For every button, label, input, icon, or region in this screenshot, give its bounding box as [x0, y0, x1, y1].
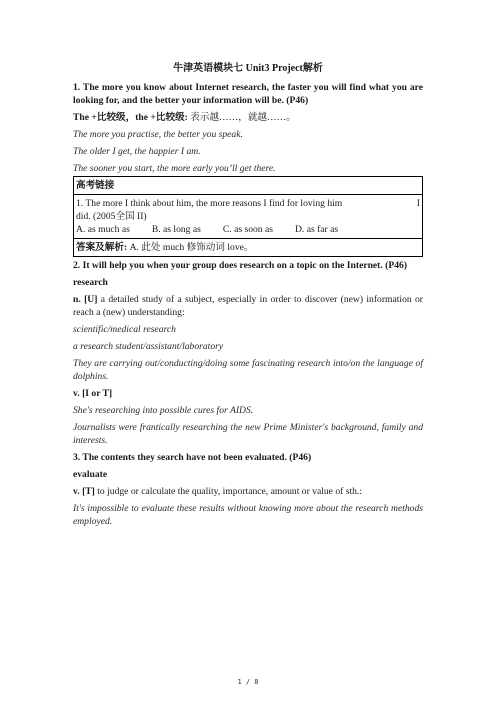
option-d: D. as far as: [294, 224, 339, 235]
item2-word: research: [73, 277, 108, 288]
item2-noun-example-1: scientific/medical research: [73, 324, 176, 335]
exam-question-line1: 1. The more I think about him, the more reasons I find for loving him: [76, 198, 343, 209]
verb-definition: to judge or calculate the quality, importance, amount or value of sth.:: [94, 486, 362, 497]
item2-verb-example-1: She's researching into possible cures for AIDS.: [73, 405, 254, 416]
rule-text: 表示越……，就越……。: [187, 112, 296, 123]
item2-sentence: 2. It will help you when your group does research on a topic on the Internet. (P46): [73, 260, 408, 271]
item1-rule: [73, 111, 423, 124]
exam-link-heading: 高考链接: [74, 177, 422, 195]
item2-noun-example-3: They are carrying out/conducting/doing some fascinating research into/on the language of dolphins.: [73, 358, 423, 382]
document-body: [73, 62, 423, 528]
noun-definition: a detailed study of a subject, especially in order to discover (new) information or reach a (new) understanding:: [73, 294, 423, 318]
page-number: 1 / 8: [237, 678, 259, 686]
exam-link-box: [73, 176, 423, 257]
exam-answer: [74, 239, 422, 256]
document-title: 牛津英语模块七 Unit3 Project解析: [173, 63, 323, 74]
verb-label: v. [T]: [73, 486, 95, 497]
item2-noun-def: [73, 293, 423, 319]
option-a: A. as much as: [76, 224, 130, 235]
item1-example-1: The more you practise, the better you speak.: [73, 129, 243, 140]
item3-verb-def: [73, 485, 423, 498]
rule-bold: The +比较级，the +比较级:: [73, 112, 188, 123]
exam-question-line1-end: I: [416, 198, 420, 209]
item2-verb-label: v. [I or T]: [73, 388, 113, 399]
exam-question: [74, 195, 422, 239]
item1-example-2: The older I get, the happier I am.: [73, 146, 201, 157]
option-b: B. as long as: [151, 224, 201, 235]
item2-noun-example-2: a research student/assistant/laboratory: [73, 341, 224, 352]
item3-example: It's impossible to evaluate these results without knowing more about the research methods employed.: [73, 503, 423, 527]
exam-options: [76, 223, 420, 236]
item1-example-3: The sooner you start, the more early you’ll get there.: [73, 163, 276, 174]
answer-label: 答案及解析:: [76, 242, 128, 253]
item3-word: evaluate: [73, 469, 108, 480]
item1-sentence: 1. The more you know about Internet research, the faster you will find what you are looking for, and the better your information will be. (P46): [73, 82, 423, 106]
item3-sentence: 3. The contents they search have not been evaluated. (P46): [73, 452, 312, 463]
option-c: C. as soon as: [222, 224, 273, 235]
noun-label: n. [U]: [73, 294, 98, 305]
answer-text: A. 此处 much 修饰动词 love。: [127, 242, 254, 253]
item2-verb-example-2: Journalists were frantically researching the new Prime Minister's background, family and interests.: [73, 422, 423, 446]
exam-question-line2: did. (2005全国 II): [76, 211, 147, 222]
